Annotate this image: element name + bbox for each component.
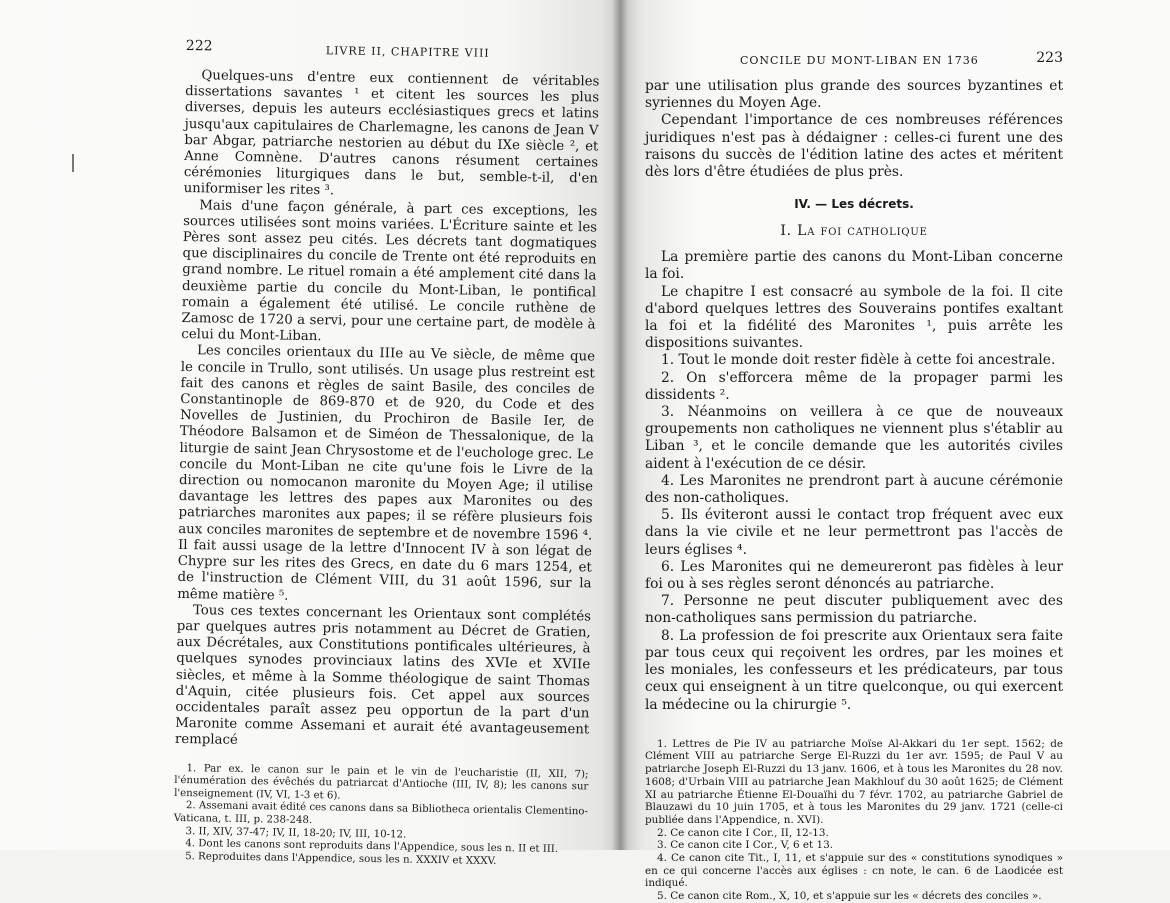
right-running-title: CONCILE DU MONT-LIBAN EN 1736	[740, 54, 979, 67]
paragraph: Tous ces textes concernant les Orientaux sont complétés par quelques autres pris notamment au Décret de Gratien, aux Décrétales, aux Constitutions pontificales ultérieures, à quelques synodes provinciaux latins des XVIe et XVIIe siècles, et même à la Somme théologique de saint Thomas d'Aquin, citée plusieurs fois. Cet appel aux sources occidentales paraît assez peu opportun de la part d'un Maronite comme Assemani et aurait été avantageusement remplacé	[174, 602, 592, 749]
right-page-number: 223	[1036, 50, 1063, 66]
list-item: 3. Néanmoins on veillera à ce que de nouveaux groupements non catholiques ne viennent plus s'établir au Liban ³, et le concile demande que les autorités civiles aident à l'exécution de ce désir.	[645, 404, 1063, 472]
footnote: 3. II, XIV, 37-47; IV, II, 18-20; IV, III, 10-12.	[185, 825, 407, 841]
footnote: 4. Dont les canons sont reproduits dans l'Appendice, sous les n. II et III.	[185, 838, 559, 856]
footnote: 5. Reproduites dans l'Appendice, sous les n. XXXIV et XXXV.	[185, 850, 497, 867]
section-heading: IV. — Les décrets.	[794, 197, 914, 212]
paragraph: par une utilisation plus grande des sources byzantines et syriennes du Moyen Age.	[645, 78, 1063, 112]
list-item: 8. La profession de foi prescrite aux Orientaux sera faite par tous ceux qui reçoivent les ordres, par les moines et les moniales, les confesseurs et les prédicateurs, par tous ceux qui enseignent à un titre quelconque, ou qui exercent la médecine ou la chirurgie ⁵.	[645, 627, 1063, 713]
paragraph: Les conciles orientaux du IIIe au Ve siècle, de même que le concile in Trullo, sont utilisés. Un usage plus restreint est fait des canons et règles de saint Basile, des conciles de Constantinople de 869-870 et de 920, du Code et des Novelles de Justinien, du Prochiron de Basile Ier, de Théodore Balsamon et de Siméon de Thessalonique, de la liturgie de saint Jean Chrysostome et de l'euchologe grec. Le concile du Mont-Liban ne cite qu'une fois le Livre de la direction ou nomocanon maronite du Moyen Age; il utilise davantage les lettres des papes aux Maronites ou des patriarches maronites aux papes; il se réfère plusieurs fois aux conciles maronites de septembre et de novembre 1596 ⁴. Il fait aussi usage de la lettre d'Innocent IV à son légat de Chypre sur les rites des Grecs, en date du 6 mars 1254, et de l'instruction de Clément VIII, du 31 août 1596, sur la même matière ⁵.	[177, 343, 596, 604]
right-page-content	[645, 48, 1063, 903]
paragraph: La première partie des canons du Mont-Liban concerne la foi.	[645, 249, 1063, 283]
footnote: 4. Ce canon cite Tit., I, 11, et s'appuie sur des « constitutions synodiques » en ce qui concerne l'accès aux églises : cn note, le can. 6 de Laodicée est indiqué.	[645, 852, 1063, 890]
paragraph: Mais d'une façon générale, à part ces exceptions, les sources utilisées sont moins variées. L'Écriture sainte et les Pères sont assez peu cités. Les décrets tant dogmatiques que disciplinaires du concile de Trente ont été reproduits en grand nombre. Le rituel romain a été amplement cité dans la deuxième partie du concile du Mont-Liban, le pontifical romain a également été utilisé. Le concile ruthène de Zamosc de 1720 a servi, pour une certaine part, de modèle à celui du Mont-Liban.	[181, 197, 598, 345]
list-item: 7. Personne ne peut discuter publiquement avec des non-catholiques sans permission du patriarche.	[645, 593, 1063, 627]
right-running-header	[645, 48, 1063, 66]
paragraph: Quelques-uns d'entre eux contiennent de véritables dissertations savantes ¹ et citent les sources les plus diverses, depuis les auteurs ecclésiastiques grecs et latins jusqu'aux capitulaires de Charlemagne, les canons de Jean V bar Abgar, patriarche nestorien au début du IXe siècle ², et Anne Comnène. D'autres canons résument certaines cérémonies liturgiques dans le but, semble-t-il, d'en uniformiser les rites ³.	[183, 68, 600, 199]
footnote: 3. Ce canon cite I Cor., V, 6 et 13.	[657, 839, 834, 852]
left-page-number: 222	[185, 38, 213, 55]
left-footnotes	[173, 762, 589, 869]
left-page-content	[173, 38, 600, 870]
left-body-text	[175, 68, 600, 755]
list-item: 1. Tout le monde doit rester fidèle à cette foi ancestrale.	[661, 352, 1056, 369]
right-body-text	[645, 78, 1063, 714]
list-item: 6. Les Maronites qui ne demeureront pas fidèles à leur foi ou à ses règles seront dénoncés au patriarche.	[645, 558, 1063, 593]
list-item: 5. Ils éviteront aussi le contact trop fréquent avec eux dans la vie civile et ne leur permettront pas l'accès de leurs églises ⁴.	[645, 507, 1063, 558]
right-footnotes	[645, 738, 1063, 903]
margin-mark	[72, 154, 74, 172]
footnote: 1. Par ex. le canon sur le pain et le vin de l'eucharistie (II, XII, 7); l'énumération des évêchés du patriarcat d'Antioche (III, IV, 8); les canons sur l'enseignement (IV, VI, 1-3 et 6).	[174, 762, 589, 802]
footnote: 1. Lettres de Pie IV au patriarche Moïse Al-Akkari du 1er sept. 1562; de Clément VIII au patriarche Serge El-Ruzzi du 1er avr. 1595; de Paul V au patriarche Joseph El-Ruzzi du 13 janv. 1606, et à tous les Maronites du 28 nov. 1608; d'Urbain VIII au patriarche Jean Makhlouf du 30 août 1625; de Clément XI au patriarche Étienne El-Douaïhi du 7 févr. 1702, au patriarche Gabriel de Blauzawi du 10 juin 1705, et à tous les Maronites du 29 janv. 1721 (celle-ci publiée dans l'Appendice, n. XVI).	[645, 737, 1063, 826]
footnote: 2. Ce canon cite I Cor., II, 12-13.	[657, 826, 829, 839]
paragraph: Cependant l'importance de ces nombreuses références juridiques n'est pas à dédaigner : celles-ci furent une des raisons du succès de l'édition latine des actes et méritent dès lors d'être étudiées de plus près.	[645, 112, 1063, 181]
left-running-title: LIVRE II, CHAPITRE VIII	[325, 44, 490, 60]
footnote: 2. Assemani avait édité ces canons dans sa Bibliotheca orientalis Clementino-Vaticana, t. III, p. 238-248.	[173, 800, 588, 826]
footnote: 5. Ce canon cite Rom., X, 10, et s'appuie sur les « décrets des conciles ».	[657, 890, 1042, 903]
list-item: 2. On s'efforcera même de la propager parmi les dissidents ².	[645, 369, 1063, 403]
book-gutter	[612, 0, 628, 850]
subsection-heading: I. La foi catholique	[780, 223, 928, 240]
list-item: 4. Les Maronites ne prendront part à aucune cérémonie des non-catholiques.	[645, 472, 1063, 507]
paragraph: Le chapitre I est consacré au symbole de la foi. Il cite d'abord quelques lettres des Souverains pontifes exaltant la foi et la fidélité des Maronites ¹, puis arrête les dispositions suivantes.	[645, 283, 1063, 352]
